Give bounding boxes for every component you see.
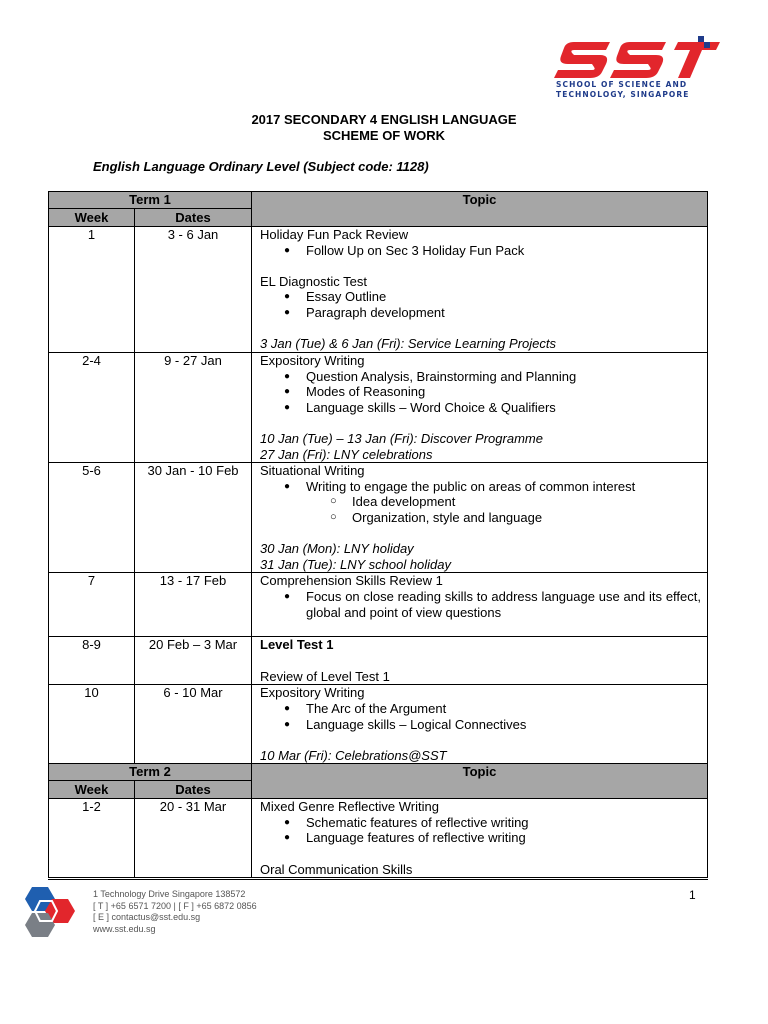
sst-wordmark-icon (552, 36, 722, 80)
bullet-item: ● Language skills – Word Choice & Qualifiers (260, 400, 701, 416)
doc-subtitle: English Language Ordinary Level (Subject code: 1128) (93, 159, 429, 174)
week-cell: 1-2 (49, 799, 135, 878)
bullet-item: ● Essay Outline (260, 289, 701, 305)
sub-bullet-item: ○ Organization, style and language (260, 510, 701, 526)
table-row (49, 685, 708, 764)
dates-cell: 13 - 17 Feb (135, 573, 252, 637)
bullet-item: ● Schematic features of reflective writing (260, 815, 701, 831)
topic-line: Expository Writing (260, 685, 365, 701)
topic-cell (252, 463, 708, 573)
footer-website: www.sst.edu.sg (93, 923, 156, 934)
week-cell: 1 (49, 227, 135, 353)
table-row (49, 227, 708, 353)
table-row (49, 353, 708, 463)
dates-cell: 30 Jan - 10 Feb (135, 463, 252, 573)
bullet-item: ● Language features of reflective writing (260, 830, 701, 846)
logo-tagline-1: SCHOOL OF SCIENCE AND (556, 80, 688, 89)
bullet-item: ● Language skills – Logical Connectives (260, 717, 701, 733)
dates-cell: 20 - 31 Mar (135, 799, 252, 878)
bullet-item: ● Paragraph development (260, 305, 701, 321)
topic-cell (252, 227, 708, 353)
week-header: Week (49, 209, 135, 227)
event-note: 27 Jan (Fri): LNY celebrations (260, 446, 433, 462)
doc-title-line2: SCHEME OF WORK (322, 128, 446, 143)
table-row (49, 799, 708, 878)
event-note: 10 Mar (Fri): Celebrations@SST (260, 747, 447, 763)
event-note: 31 Jan (Tue): LNY school holiday (260, 556, 452, 572)
topic-cell (252, 573, 708, 637)
footer-email: [ E ] contactus@sst.edu.sg (93, 912, 201, 922)
event-note: 30 Jan (Mon): LNY holiday (260, 541, 414, 557)
topic-line: Level Test 1 (260, 637, 334, 653)
hexagon-logo-icon (22, 885, 78, 939)
bullet-item: ● Writing to engage the public on areas of common interest (260, 479, 701, 495)
term-header-row (49, 764, 708, 781)
dates-cell: 20 Feb – 3 Mar (135, 637, 252, 685)
bullet-item: ● Focus on close reading skills to address language use and its effect, global and point of view questions (260, 589, 701, 620)
term-header-row (49, 192, 708, 209)
logo-tagline-2: TECHNOLOGY, SINGAPORE (556, 90, 690, 99)
week-cell: 7 (49, 573, 135, 637)
topic-line: Oral Communication Skills (260, 861, 413, 877)
topic-header: Topic (252, 192, 708, 227)
table-row (49, 463, 708, 573)
topic-line: Expository Writing (260, 353, 365, 368)
footer-phone: [ T ] +65 6571 7200 | [ F ] +65 6872 0856 (93, 900, 257, 911)
topic-cell (252, 799, 708, 878)
scheme-of-work-table (48, 191, 708, 878)
footer-address: 1 Technology Drive Singapore 138572 (93, 889, 246, 899)
topic-cell (252, 637, 708, 685)
event-note: 10 Jan (Tue) – 13 Jan (Fri): Discover Programme (260, 430, 543, 446)
sst-logo (552, 36, 722, 106)
footer-contact (93, 889, 257, 935)
term1-label: Term 1 (49, 192, 252, 209)
topic-line: Review of Level Test 1 (260, 668, 390, 684)
term2-label: Term 2 (49, 764, 252, 781)
week-header: Week (49, 781, 135, 799)
event-note: 3 Jan (Tue) & 6 Jan (Fri): Service Learning Projects (260, 336, 556, 352)
topic-line: EL Diagnostic Test (260, 273, 367, 289)
table-row (49, 573, 708, 637)
page-number: 1 (689, 888, 696, 902)
dates-header: Dates (135, 781, 252, 799)
topic-header: Topic (252, 764, 708, 799)
table-row (49, 637, 708, 685)
dates-cell: 9 - 27 Jan (135, 353, 252, 463)
week-cell: 8-9 (49, 637, 135, 685)
bullet-item: ● Modes of Reasoning (260, 384, 701, 400)
week-cell: 2-4 (49, 353, 135, 463)
week-cell: 5-6 (49, 463, 135, 573)
topic-line: Comprehension Skills Review 1 (260, 573, 443, 589)
sub-bullet-item: ○ Idea development (260, 494, 701, 510)
topic-line: Holiday Fun Pack Review (260, 227, 409, 242)
topic-line: Situational Writing (260, 463, 365, 479)
dates-cell: 6 - 10 Mar (135, 685, 252, 764)
topic-cell (252, 353, 708, 463)
dates-cell: 3 - 6 Jan (135, 227, 252, 353)
dates-header: Dates (135, 209, 252, 227)
topic-line: Mixed Genre Reflective Writing (260, 799, 439, 815)
bullet-item: ● Follow Up on Sec 3 Holiday Fun Pack (260, 243, 701, 259)
topic-cell (252, 685, 708, 764)
footer-divider (48, 879, 708, 880)
week-cell: 10 (49, 685, 135, 764)
bullet-item: ● The Arc of the Argument (260, 701, 701, 717)
bullet-item: ● Question Analysis, Brainstorming and Planning (260, 369, 701, 385)
doc-title-line1: 2017 SECONDARY 4 ENGLISH LANGUAGE (251, 112, 517, 127)
